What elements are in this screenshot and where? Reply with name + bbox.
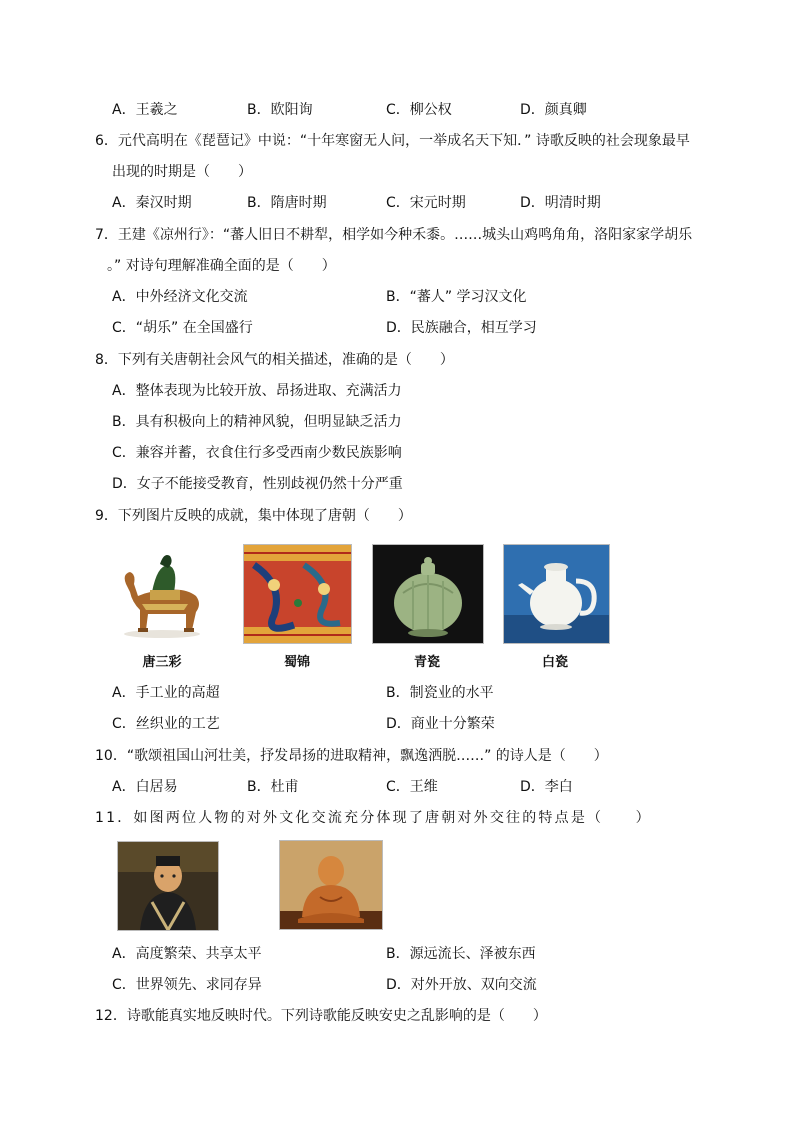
figure-monk-statue-image [279,840,383,930]
q11-stem: 11．如图两位人物的对外文化交流充分体现了唐朝对外交往的特点是（ ） [95,810,652,826]
q10-option-b[interactable]: B．杜甫 [247,779,299,795]
q8-option-a[interactable]: A．整体表现为比较开放、昂扬进取、充满活力 [112,383,402,399]
caption-shu-brocade: 蜀锦 [283,655,310,670]
q9-stem: 9．下列图片反映的成就，集中体现了唐朝（ ） [95,508,412,524]
q6-stem: 6．元代高明在《琵琶记》中说：“十年寒窗无人问，一举成名天下知．” 诗歌反映的社会现象最早 [95,133,690,149]
q5-option-c[interactable]: C．柳公权 [386,102,452,118]
q6-option-a[interactable]: A．秦汉时期 [112,195,192,211]
q9-option-a[interactable]: A．手工业的高超 [112,685,220,701]
q9-option-b[interactable]: B．制瓷业的水平 [386,685,494,701]
q7-option-d[interactable]: D．民族融合，相互学习 [386,320,537,336]
q10-stem: 10．“歌颂祖国山河壮美，抒发昂扬的进取精神，飘逸洒脱……” 的诗人是（ ） [95,748,608,764]
q8-option-b[interactable]: B．具有积极向上的精神风貌，但明显缺乏活力 [112,414,402,430]
q8-option-d[interactable]: D．女子不能接受教育，性别歧视仍然十分严重 [112,476,403,492]
q5-option-a[interactable]: A．王羲之 [112,102,178,118]
caption-tang-sancai: 唐三彩 [142,655,182,670]
q8-option-c[interactable]: C．兼容并蓄，衣食住行多受西南少数民族影响 [112,445,402,461]
q5-option-b[interactable]: B．欧阳询 [247,102,313,118]
celadon-image [372,544,484,644]
q11-option-d[interactable]: D．对外开放、双向交流 [386,977,537,993]
q8-stem: 8．下列有关唐朝社会风气的相关描述，准确的是（ ） [95,352,454,368]
q10-option-d[interactable]: D．李白 [520,779,573,795]
q10-option-a[interactable]: A．白居易 [112,779,178,795]
q12-stem: 12．诗歌能真实地反映时代。下列诗歌能反映安史之乱影响的是（ ） [95,1008,547,1024]
q9-option-c[interactable]: C．丝织业的工艺 [112,716,220,732]
q11-option-c[interactable]: C．世界领先、求同存异 [112,977,262,993]
q5-option-d[interactable]: D．颜真卿 [520,102,587,118]
q10-option-c[interactable]: C．王维 [386,779,438,795]
tang-sancai-image [112,544,212,642]
q9-option-d[interactable]: D．商业十分繁荣 [386,716,495,732]
q7-option-b[interactable]: B．“蕃人” 学习汉文化 [386,289,527,305]
q7-option-c[interactable]: C．“胡乐” 在全国盛行 [112,320,253,336]
figure-portrait-image [117,841,219,931]
q6-option-d[interactable]: D．明清时期 [520,195,601,211]
q6-option-c[interactable]: C．宋元时期 [386,195,466,211]
shu-brocade-image [243,544,352,644]
q7-option-a[interactable]: A．中外经济文化交流 [112,289,248,305]
q11-option-a[interactable]: A．高度繁荣、共享太平 [112,946,262,962]
caption-celadon: 青瓷 [413,655,440,670]
q7-stem: 7．王建《凉州行》：“蕃人旧日不耕犁，相学如今种禾黍。……城头山鸡鸣角角，洛阳家家学胡乐 [95,227,693,243]
white-porcelain-image [503,544,610,644]
q6-option-b[interactable]: B．隋唐时期 [247,195,327,211]
q6-stem-cont: 出现的时期是（ ） [112,164,252,180]
caption-white-porcelain: 白瓷 [541,655,568,670]
q11-option-b[interactable]: B．源远流长、泽被东西 [386,946,536,962]
q7-stem-cont: 。” 对诗句理解准确全面的是（ ） [107,258,336,274]
